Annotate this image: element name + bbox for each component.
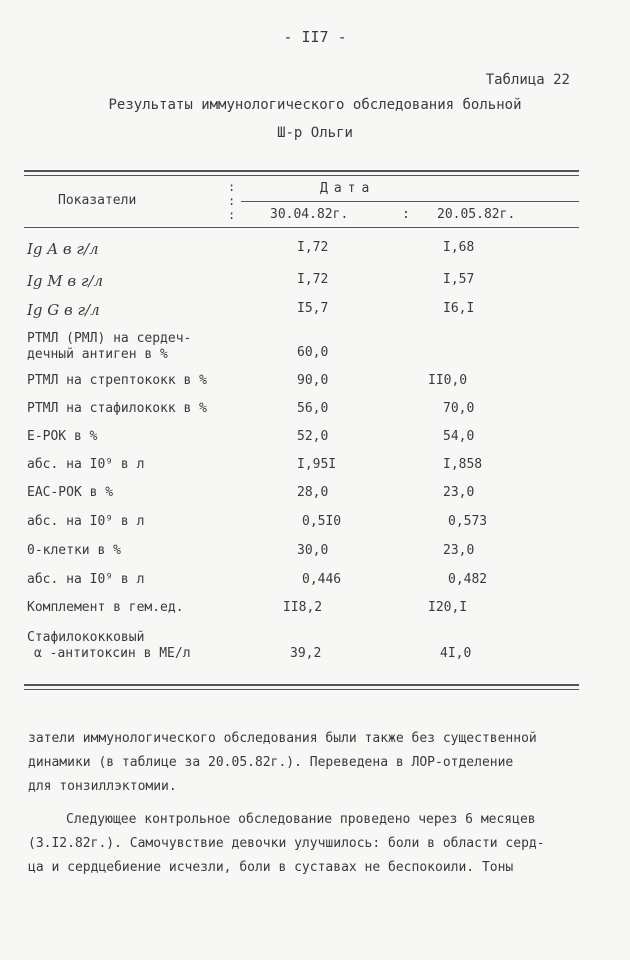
row-value-date1: I5,7 (297, 301, 329, 316)
header-date1: 30.04.82г. (270, 207, 349, 222)
row-label: абс. на I0⁹ в л (27, 457, 145, 472)
row-value-date1: I,95I (297, 457, 337, 472)
table-row (0, 373, 630, 395)
row-value-date1: II8,2 (283, 600, 323, 615)
row-value-date1: 39,2 (290, 646, 322, 661)
row-value-date1: 52,0 (297, 429, 329, 444)
table-top-rule (24, 170, 579, 172)
table-bottom-rule-thin (24, 689, 579, 690)
row-value-date2: I,858 (443, 457, 483, 472)
row-label: Ig G в г/л (27, 301, 100, 319)
table-row (0, 630, 630, 670)
row-value-date2: 23,0 (443, 485, 475, 500)
table-title-line2: Ш-р Ольги (277, 125, 353, 141)
row-value-date2: 0,573 (448, 514, 488, 529)
row-value-date2: I,68 (443, 240, 475, 255)
row-value-date1: 30,0 (297, 543, 329, 558)
row-value-date2: I6,I (443, 301, 475, 316)
table-row (0, 485, 630, 507)
table-row (0, 240, 630, 262)
table-label: Таблица 22 (485, 72, 570, 88)
row-label: 0-клетки в % (27, 543, 121, 558)
paragraph-line: динамики (в таблице за 20.05.82г.). Переведена в ЛОР-отделение (28, 755, 514, 770)
row-value-date1: I,72 (297, 240, 329, 255)
row-label-line2: дечный антиген в % (27, 347, 168, 362)
table-row (0, 401, 630, 423)
table-header-rule (24, 227, 579, 228)
table-row (0, 331, 630, 371)
table-row (0, 543, 630, 565)
row-value-date2: 70,0 (443, 401, 475, 416)
row-value-date1: 60,0 (297, 345, 329, 360)
row-label: абс. на I0⁹ в л (27, 572, 145, 587)
table-bottom-rule (24, 684, 579, 686)
row-label: ЕАС-РОК в % (27, 485, 114, 500)
paragraph-line: для тонзиллэктомии. (28, 779, 177, 794)
row-value-date2: I20,I (428, 600, 468, 615)
row-label: Ig A в г/л (27, 240, 99, 258)
header-date-rule (241, 201, 579, 202)
row-label: Стафилококковый (27, 630, 145, 645)
paragraph-line: ца и сердцебиение исчезли, боли в суставах не беспокоили. Тоны (28, 860, 514, 875)
row-value-date1: 0,5I0 (302, 514, 342, 529)
page-number: - II7 - (283, 28, 347, 46)
row-value-date2: 54,0 (443, 429, 475, 444)
header-date2: 20.05.82г. (437, 207, 516, 222)
table-row (0, 600, 630, 622)
row-label: Е-РОК в % (27, 429, 98, 444)
header-colon: : (228, 208, 236, 222)
row-value-date2: 4I,0 (440, 646, 472, 661)
table-top-rule-thin (24, 175, 579, 176)
row-label: РТМЛ на стафилококк в % (27, 401, 208, 416)
row-label: РТМЛ на стрептококк в % (27, 373, 208, 388)
table-title-line1: Результаты иммунологического обследования больной (108, 97, 522, 113)
row-label: Комплемент в гем.ед. (27, 600, 184, 615)
body-paragraph-2 (28, 808, 608, 880)
paragraph-line: Следующее контрольное обследование проведено через 6 месяцев (66, 812, 536, 827)
paragraph-line: (3.I2.82г.). Самочувствие девочки улучшилось: боли в области серд- (28, 836, 545, 851)
paragraph-line: затели иммунологического обследования были также без существенной (28, 731, 537, 746)
row-value-date2: II0,0 (428, 373, 468, 388)
row-label: абс. на I0⁹ в л (27, 514, 145, 529)
header-date: Дата (320, 181, 376, 196)
table-row (0, 457, 630, 479)
row-value-date2: I,57 (443, 272, 475, 287)
row-value-date1: 56,0 (297, 401, 329, 416)
row-value-date1: 28,0 (297, 485, 329, 500)
table-row (0, 429, 630, 451)
table-row (0, 301, 630, 323)
row-label-line2: α -антитоксин в МЕ/л (34, 646, 191, 661)
table-row (0, 272, 630, 294)
row-label: Ig M в г/л (27, 272, 104, 290)
row-value-date2: 0,482 (448, 572, 488, 587)
body-paragraph-1 (28, 727, 608, 799)
row-label: РТМЛ (РМЛ) на сердеч- (27, 331, 192, 346)
row-value-date1: 0,446 (302, 572, 342, 587)
header-date-separator: : (402, 207, 410, 222)
row-value-date2: 23,0 (443, 543, 475, 558)
header-colon: : (228, 194, 236, 208)
header-indicators: Показатели (58, 193, 137, 208)
table-row (0, 572, 630, 594)
header-colon: : (228, 180, 236, 194)
row-value-date1: I,72 (297, 272, 329, 287)
table-row (0, 514, 630, 536)
row-value-date1: 90,0 (297, 373, 329, 388)
